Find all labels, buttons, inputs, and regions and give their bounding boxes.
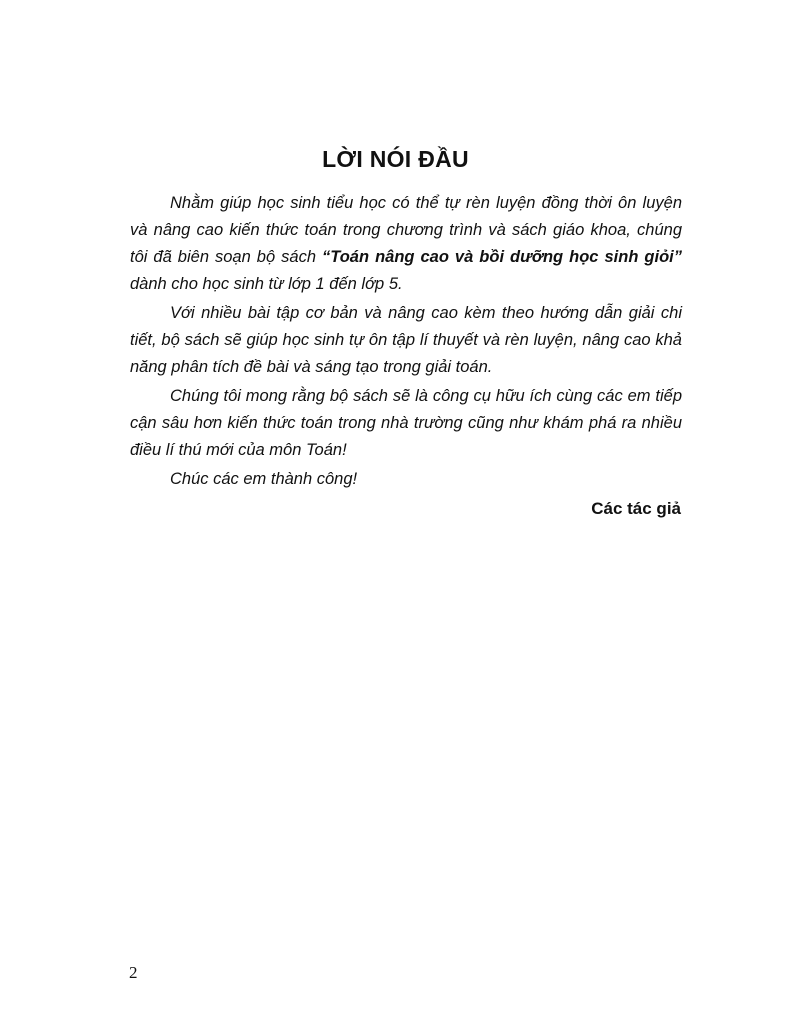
paragraph-1-text-end: dành cho học sinh từ lớp 1 đến lớp 5. [130,275,403,293]
page-number: 2 [129,963,138,982]
paragraph-1-text-start: Nhằm giúp học sinh tiểu học có thể tự rèn luyện đồng thời ôn luyện và nâng cao kiến thức toán trong chương trình và sách giáo khoa, chúng tôi đã biên soạn bộ sách [130,194,682,266]
paragraph-1 [130,190,682,298]
book-title: “Toán nâng cao và bồi dưỡng học sinh giỏi” [322,248,682,266]
paragraph-4: Chúc các em thành công! [170,470,358,488]
page-title: LỜI NÓI ĐẦU [322,146,469,172]
signature: Các tác giả [591,499,681,518]
preface-body [130,190,682,495]
paragraph-2: Với nhiều bài tập cơ bản và nâng cao kèm theo hướng dẫn giải chi tiết, bộ sách sẽ giúp học sinh tự ôn tập lí thuyết và rèn luyện, nâng cao khả năng phân tích đề bài và sáng tạo trong giải toán. [130,304,682,376]
paragraph-3: Chúng tôi mong rằng bộ sách sẽ là công cụ hữu ích cùng các em tiếp cận sâu hơn kiến thức toán trong nhà trường cũng như khám phá ra nhiều điều lí thú mới của môn Toán! [130,387,682,459]
